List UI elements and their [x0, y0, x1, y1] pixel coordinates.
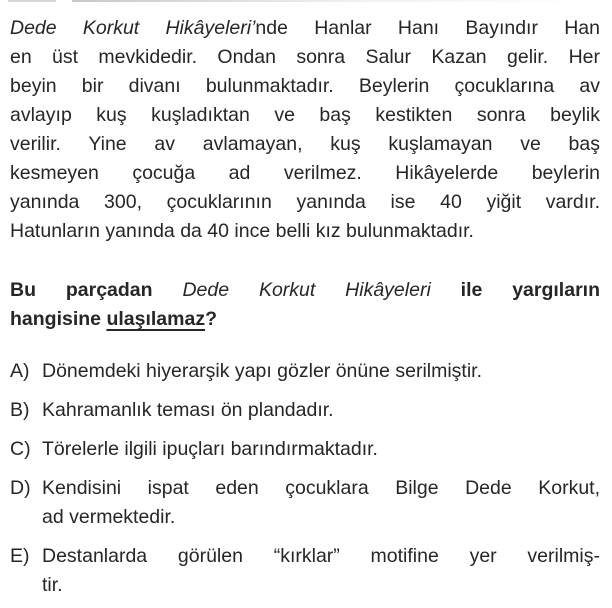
option-letter: A) [10, 360, 30, 382]
text-line [42, 503, 600, 532]
option-text [42, 357, 600, 386]
underlined-keyword: ulaşılamaz [106, 308, 206, 330]
text-segment: ile yargıların [430, 279, 600, 301]
options-list [10, 357, 600, 600]
text-segment: avlayıp kuş kuşladıktan ve baş kestikten sonra beylik [10, 104, 600, 126]
text-segment: beyin bir divanı bulunmaktadır. Beylerin çocuklarına av [10, 75, 600, 97]
text-line [10, 130, 600, 159]
option-row-e [10, 542, 600, 600]
text-segment: Hatunların yanında da 40 ince belli kız bulunmaktadır. [10, 220, 474, 242]
option-row-d [10, 474, 600, 532]
text-line [10, 72, 600, 101]
option-letter: B) [10, 399, 30, 421]
text-segment: Bu parçadan [10, 279, 183, 301]
text-line [10, 276, 600, 305]
text-segment: yanında 300, çocuklarının yanında ise 40 yiğit vardır. [10, 191, 600, 213]
text-line [42, 396, 600, 425]
passage [10, 14, 600, 246]
option-letter: D) [10, 477, 31, 499]
option-letter: C) [10, 438, 31, 460]
text-line [42, 357, 600, 386]
option-row-c [10, 435, 600, 464]
text-line [42, 571, 600, 600]
text-line [10, 217, 600, 246]
text-segment: ad vermektedir. [42, 506, 176, 528]
text-segment: Törelerle ilgili ipuçları barındırmaktadır. [42, 438, 378, 460]
text-segment: Kendisini ispat eden çocuklara Bilge Dede Korkut, [42, 477, 600, 499]
text-line [10, 101, 600, 130]
option-row-a [10, 357, 600, 386]
option-text [42, 474, 600, 532]
option-letter: E) [10, 545, 30, 567]
text-segment: kesmeyen çocuğa ad verilmez. Hikâyelerde beylerin [10, 162, 600, 184]
text-line [10, 43, 600, 72]
text-line [42, 435, 600, 464]
text-segment: nde Hanlar Hanı Bayındır Han [255, 17, 600, 39]
work-title-italic: Dede Korkut Hikâyeleri [182, 279, 431, 301]
question-stem [10, 276, 600, 334]
text-segment: tir. [42, 574, 63, 596]
text-line [10, 188, 600, 217]
option-text [42, 435, 600, 464]
text-line [10, 305, 600, 334]
text-segment: hangisine [10, 308, 107, 330]
text-segment: Dönemdeki hiyerarşik yapı gözler önüne serilmiştir. [42, 360, 483, 382]
text-line [42, 542, 600, 571]
text-line [10, 14, 600, 43]
text-segment: ? [205, 308, 217, 330]
text-line [42, 474, 600, 503]
text-segment: verilir. Yine av avlamayan, kuş kuşlamayan ve baş [10, 133, 600, 155]
text-segment: Destanlarda görülen “kırklar” motifine yer verilmiş- [42, 545, 600, 567]
text-line [10, 159, 600, 188]
text-segment: Kahramanlık teması ön plandadır. [42, 399, 334, 421]
text-segment: en üst mevkidedir. Ondan sonra Salur Kazan gelir. Her [10, 46, 600, 68]
option-text [42, 396, 600, 425]
option-row-b [10, 396, 600, 425]
work-title-italic: Dede Korkut Hikâyeleri’ [10, 17, 256, 39]
option-text [42, 542, 600, 600]
